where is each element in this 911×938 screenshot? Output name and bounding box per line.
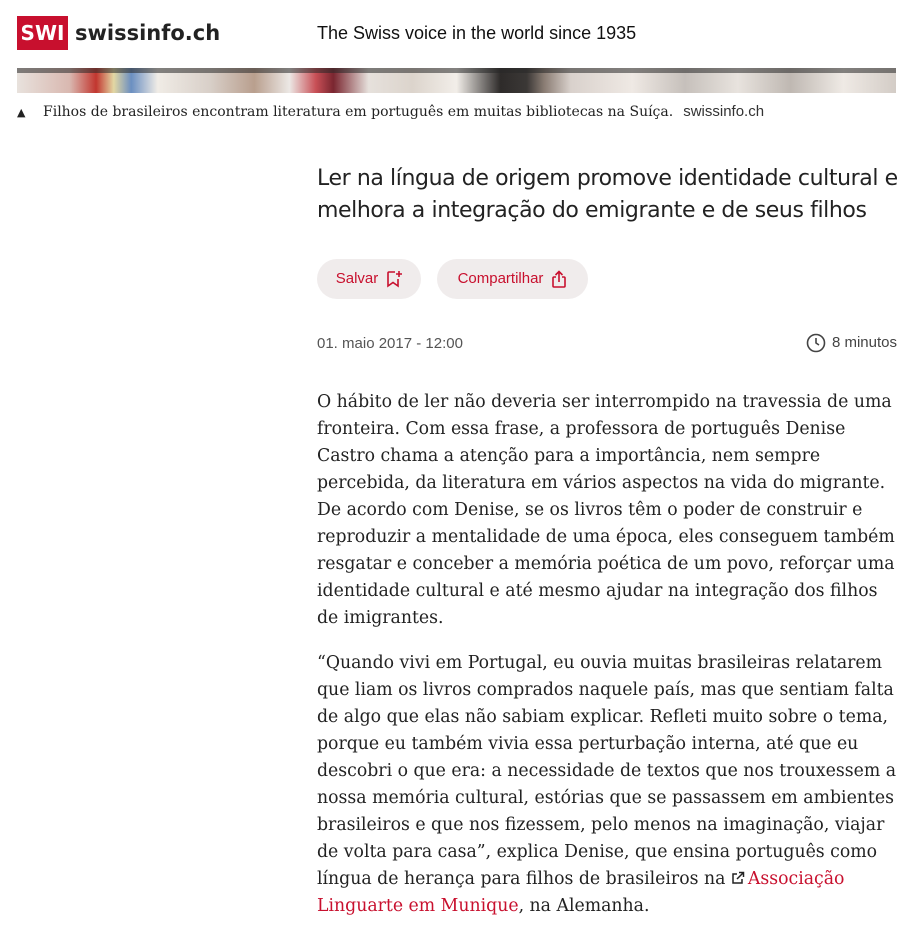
share-button-label: Compartilhar [457,270,544,287]
caption-credit: swissinfo.ch [683,103,765,120]
caption-triangle-icon: ▲ [17,106,26,119]
publish-date: 01. maio 2017 - 12:00 [317,335,463,352]
save-button-label: Salvar [335,270,379,287]
linguarte-link[interactable]: Associação Linguarte em Munique [317,869,845,916]
read-time [806,333,897,353]
caption-text: Filhos de brasileiros encontram literatura em português em muitas bibliotecas na Suíça. [43,104,674,120]
read-time-label: 8 minutos [831,334,897,351]
clock-icon [806,333,826,353]
bookmark-plus-icon [386,270,402,288]
swi-logo-mark[interactable]: SWI [17,16,68,50]
article-paragraph [317,650,902,920]
paragraph-text: , na Alemanha. [518,896,650,916]
article-body [317,389,902,938]
article-hero-image [17,68,896,93]
external-link-icon [731,871,745,885]
paragraph-text: “Quando vivi em Portugal, eu ouvia muitas brasileiras relatarem que liam os livros comprados naquele país, mas que sentiam falta de algo que elas não sabiam explicar. Refleti muito sobre o tema, porque eu também vivia essa perturbação interna, até que eu descobri o que era: a necessidade de textos que nos trouxessem a nossa memória cultural, estórias que se passassem em ambientes brasileiros e que nos fizessem, pelo menos na imaginação, viajar de volta para casa”, explica Denise, que ensina português como língua de herança para filhos de brasileiros na [317,653,897,889]
site-logo-text[interactable]: swissinfo.ch [75,21,221,45]
save-button[interactable] [317,259,421,299]
article-headline: Ler na língua de origem promove identidade cultural e melhora a integração do emigrante e de seus filhos [317,166,898,223]
share-button[interactable] [437,259,588,299]
site-header [0,0,911,68]
article-paragraph: O hábito de ler não deveria ser interrompido na travessia de uma fronteira. Com essa frase, a professora de português Denise Castro chama a atenção para a importância, nem sempre percebida, da literatura em vários aspectos na vida do migrante. De acordo com Denise, se os livros têm o poder de construir e reproduzir a mentalidade de uma época, eles conseguem também resgatar e conceber a memória poética de um povo, reforçar uma identidade cultural e até mesmo ajudar na integração dos filhos de imigrantes. [317,392,895,628]
image-caption [17,102,897,123]
site-tagline: The Swiss voice in the world since 1935 [317,23,637,43]
share-icon [551,270,567,289]
